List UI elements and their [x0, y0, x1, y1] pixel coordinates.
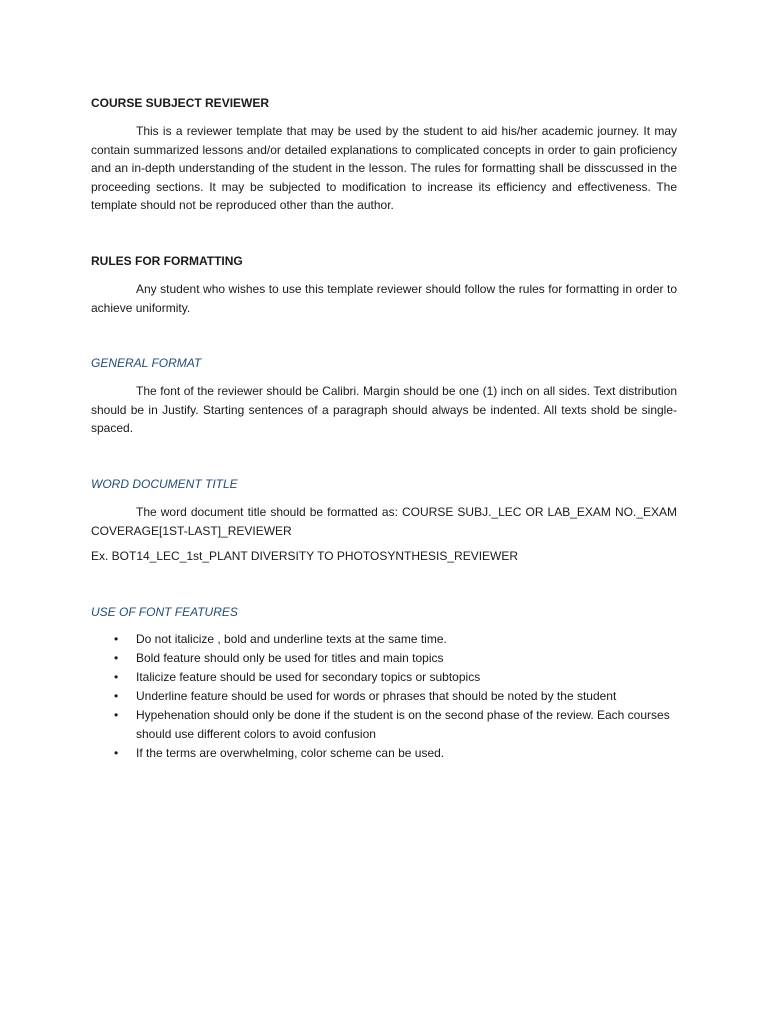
- font-feature-text: Italicize feature should be used for secondary topics or subtopics: [136, 669, 481, 684]
- rules-for-formatting-heading: RULES FOR FORMATTING: [91, 253, 243, 268]
- bullet-icon: •: [114, 650, 119, 665]
- font-feature-text: Do not italicize , bold and underline texts at the same time.: [136, 631, 447, 646]
- rules-intro-paragraph: Any student who wishes to use this template reviewer should follow the rules for formatting in order to achieve uniformity.: [91, 281, 677, 315]
- font-feature-list-item: [91, 668, 677, 687]
- font-feature-list-item: [91, 649, 677, 668]
- font-feature-list-item: [91, 706, 677, 744]
- use-of-font-features-heading: USE OF FONT FEATURES: [91, 604, 238, 619]
- general-format-paragraph: The font of the reviewer should be Calibri. Margin should be one (1) inch on all sides. Text distribution should be in Justify. Starting sentences of a paragraph should always be indented. All texts shold be single-spaced.: [91, 384, 677, 436]
- bullet-icon: •: [114, 631, 119, 646]
- bullet-icon: •: [114, 669, 119, 684]
- bullet-icon: •: [114, 745, 119, 760]
- general-format-heading: GENERAL FORMAT: [91, 356, 202, 371]
- document-page: [91, 94, 677, 763]
- font-feature-text: Bold feature should only be used for titles and main topics: [136, 650, 444, 665]
- font-feature-text: Underline feature should be used for words or phrases that should be noted by the student: [136, 688, 617, 703]
- font-feature-list-item: [91, 744, 677, 763]
- title-example-line: Ex. BOT14_LEC_1st_PLANT DIVERSITY TO PHOTOSYNTHESIS_REVIEWER: [91, 549, 519, 564]
- bullet-icon: •: [114, 707, 119, 722]
- font-features-list: [91, 630, 677, 763]
- font-feature-text: Hypehenation should only be done if the student is on the second phase of the review. Each courses should use different colors to avoid confusion: [136, 707, 670, 741]
- font-feature-list-item: [91, 630, 677, 649]
- course-subject-reviewer-heading: COURSE SUBJECT REVIEWER: [91, 96, 270, 110]
- font-feature-text: If the terms are overwhelming, color scheme can be used.: [136, 745, 445, 760]
- font-feature-list-item: [91, 687, 677, 706]
- bullet-icon: •: [114, 688, 119, 703]
- course-intro-paragraph: This is a reviewer template that may be used by the student to aid his/her academic journey. It may contain summarized lessons and/or detailed explanations to complicated concepts in order to gain proficiency and an in-depth understanding of the student in the lesson. The rules for formatting shall be disscussed in the proceeding sections. It may be subjected to modification to increase its efficiency and effectiveness. The template should not be reproduced other than the author.: [91, 124, 677, 213]
- word-document-title-paragraph: The word document title should be formatted as: COURSE SUBJ._LEC OR LAB_EXAM NO._EXAM COVERAGE[1ST-LAST]_REVIEWER: [91, 504, 677, 538]
- word-document-title-heading: WORD DOCUMENT TITLE: [91, 476, 238, 491]
